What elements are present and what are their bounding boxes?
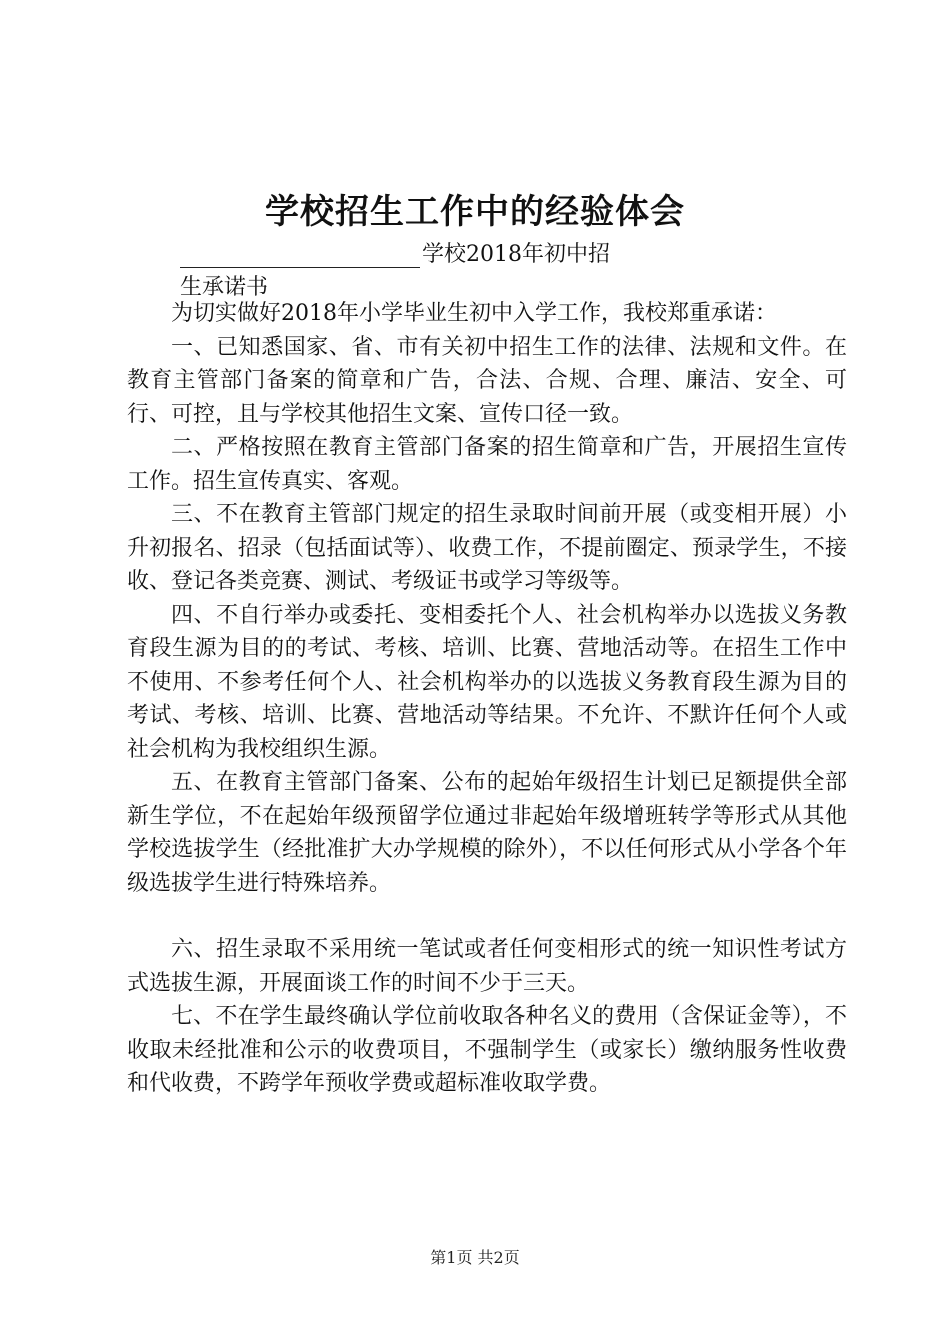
paragraph-item-4: 四、不自行举办或委托、变相委托个人、社会机构举办以选拔义务教育段生源为目的的考试、考核、培训、比赛、营地活动等。在招生工作中不使用、不参考任何个人、社会机构举办的以选拔义务教育段生源为目的考试、考核、培训、比赛、营地活动等结果。不允许、不默许任何个人或社会机构为我校组织生源。 (127, 602, 847, 762)
document-title: 学校招生工作中的经验体会 (265, 192, 685, 232)
document-body (127, 297, 847, 1101)
subtitle-line-2: 生承诺书 (180, 275, 269, 300)
paragraph-item-1: 一、已知悉国家、省、市有关初中招生工作的法律、法规和文件。在教育主管部门备案的简章和广告，合法、合规、合理、廉洁、安全、可行、可控，且与学校其他招生文案、宣传口径一致。 (127, 334, 847, 427)
blank-underline (180, 247, 420, 268)
page-number-footer: 第1页 共2页 (430, 1248, 520, 1267)
paragraph-item-6: 六、招生录取不采用统一笔试或者任何变相形式的统一知识性考试方式选拔生源，开展面谈工作的时间不少于三天。 (127, 937, 847, 996)
paragraph-intro: 为切实做好2018年小学毕业生初中入学工作，我校郑重承诺： (171, 301, 777, 326)
paragraph-item-7: 七、不在学生最终确认学位前收取各种名义的费用（含保证金等），不收取未经批准和公示的收费项目，不强制学生（或家长）缴纳服务性收费和代收费，不跨学年预收学费或超标准收取学费。 (127, 1004, 847, 1096)
paragraph-item-2: 二、严格按照在教育主管部门备案的招生简章和广告，开展招生宣传工作。招生宣传真实、客观。 (127, 435, 847, 494)
subtitle-text-1: 学校2018年初中招 (422, 242, 610, 267)
paragraph-item-3: 三、不在教育主管部门规定的招生录取时间前开展（或变相开展）小升初报名、招录（包括面试等）、收费工作，不提前圈定、预录学生，不接收、登记各类竞赛、测试、考级证书或学习等级等。 (127, 502, 847, 594)
subtitle-line-1 (180, 237, 610, 268)
paragraph-item-5: 五、在教育主管部门备案、公布的起始年级招生计划已足额提供全部新生学位，不在起始年级预留学位通过非起始年级增班转学等形式从其他学校选拔学生（经批准扩大办学规模的除外），不以任何形式从小学各个年级选拔学生进行特殊培养。 (127, 770, 847, 896)
